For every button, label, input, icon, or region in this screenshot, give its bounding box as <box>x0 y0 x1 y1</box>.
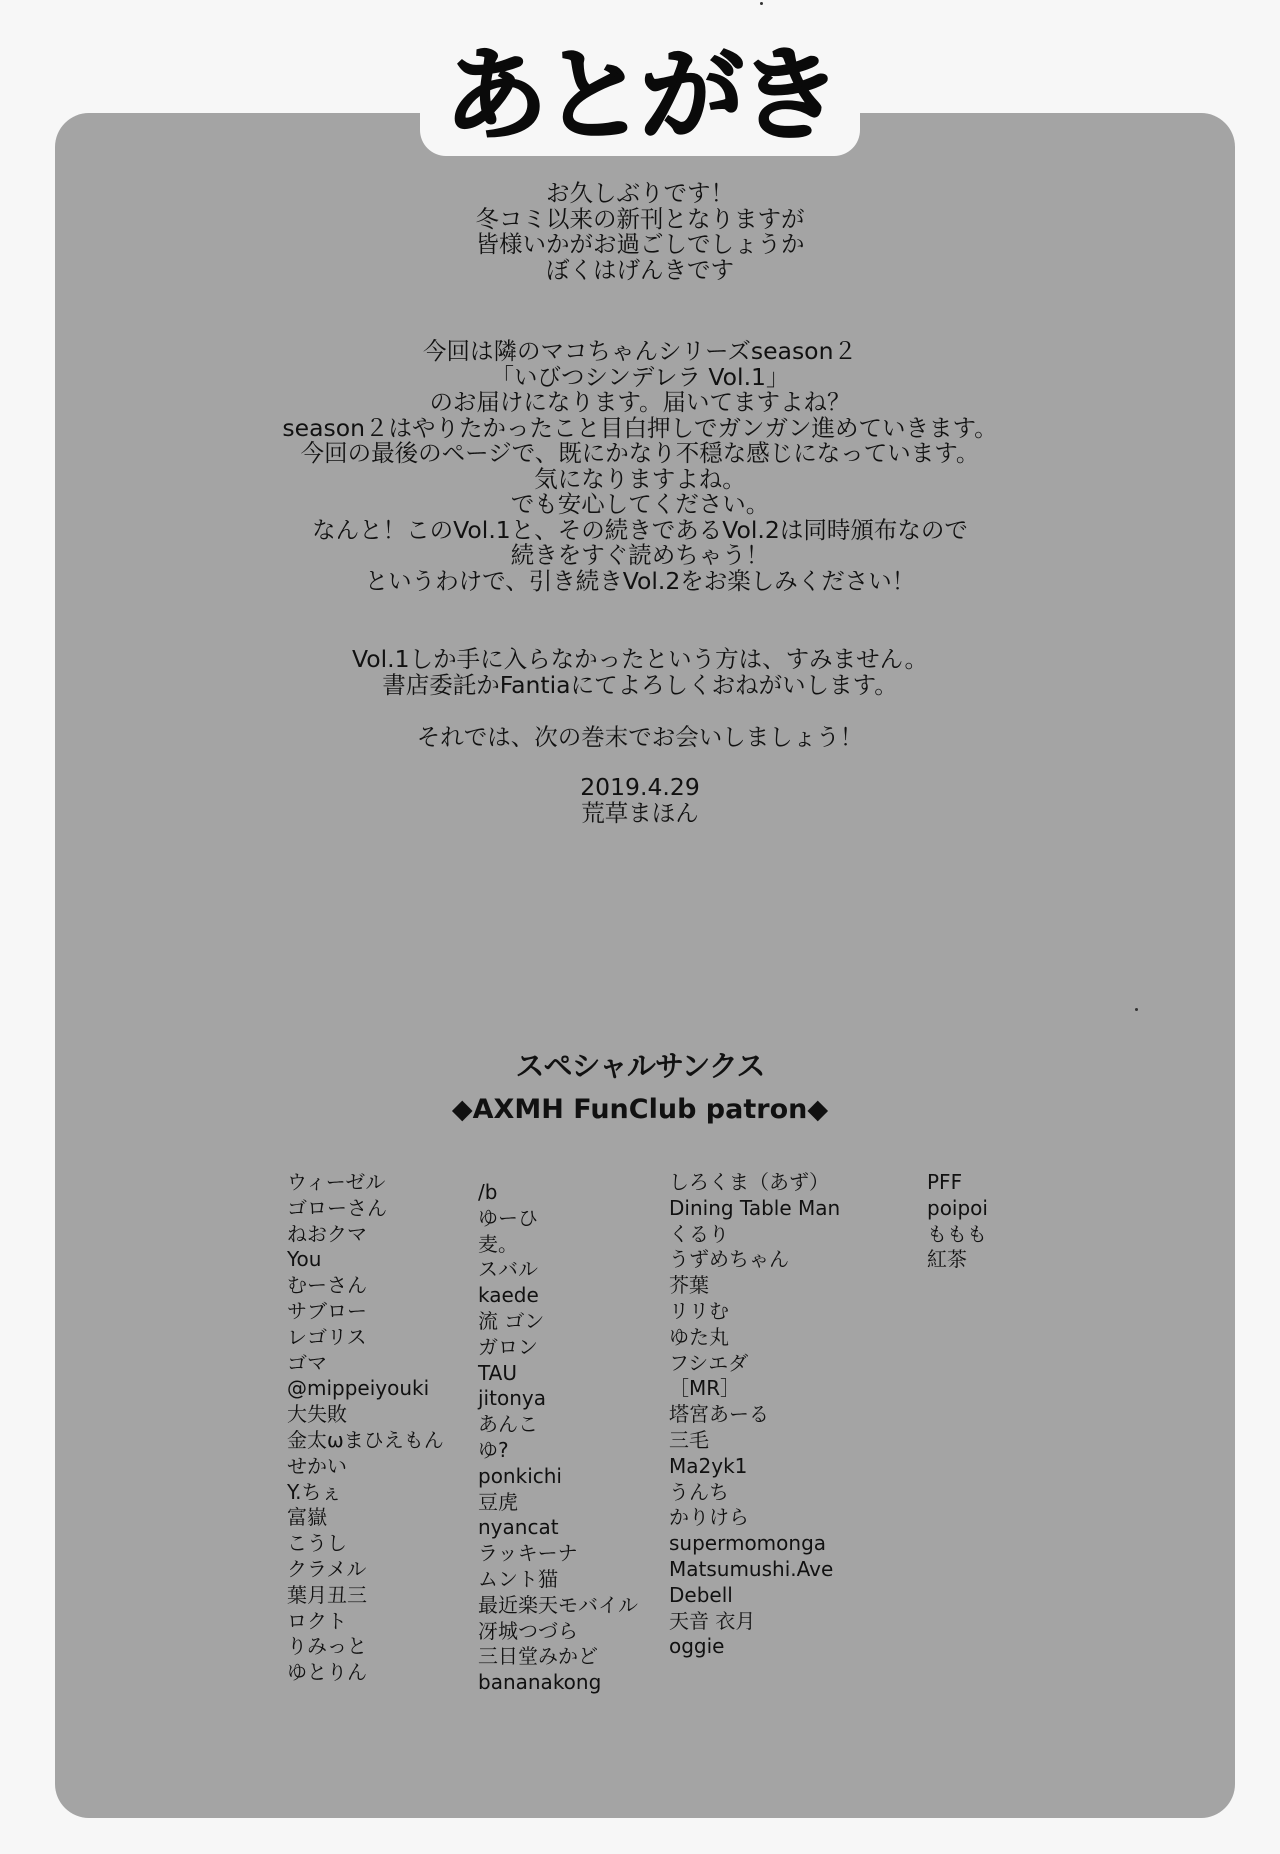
text-line: season２はやりたかったこと目白押しでガンガン進めていきます。 <box>282 413 998 442</box>
patron-name: ロクト <box>287 1608 347 1633</box>
text-line: のお届けになります。届いてますよね？ <box>429 388 851 416</box>
release-paragraph <box>180 339 1100 594</box>
patron-name: 三日堂みかど <box>478 1644 598 1669</box>
patron-name: oggie <box>669 1634 725 1659</box>
patron-name: 最近楽天モバイル <box>478 1592 638 1617</box>
greeting-paragraph <box>180 181 1100 283</box>
patron-name: ゆ? <box>478 1437 509 1462</box>
patron-name: Debell <box>669 1582 733 1607</box>
patron-name: bananakong <box>478 1670 602 1695</box>
patron-name: 流 ゴン <box>478 1308 545 1333</box>
patron-name: あんこ <box>478 1412 538 1437</box>
patron-name: スバル <box>478 1257 538 1282</box>
patron-name: ゴマ <box>287 1350 327 1375</box>
text-line: 続きをすぐ読めちゃう！ <box>510 541 770 569</box>
text-line: 荒草まほん <box>581 798 699 827</box>
patron-name: Matsumushi.Ave <box>669 1556 834 1581</box>
signature-block <box>180 775 1100 826</box>
text-line: 冬コミ以来の新刊となりますが <box>475 204 805 233</box>
patron-column-1 <box>287 1170 444 1686</box>
patron-name: ［MR］ <box>669 1376 741 1401</box>
patron-column-4 <box>927 1170 988 1273</box>
patron-name: nyancat <box>478 1515 559 1540</box>
patron-name: りみっと <box>287 1634 367 1659</box>
patron-name: 葉月丑三 <box>287 1582 367 1607</box>
patron-name: ガロン <box>478 1334 538 1359</box>
patron-name: ゴローさん <box>287 1195 387 1220</box>
patron-name: PFF <box>927 1170 963 1194</box>
patron-name: 芥葉 <box>669 1273 709 1298</box>
text-line: Vol.1しか手に入らなかったという方は、すみません。 <box>352 645 928 673</box>
patron-name: リリむ <box>669 1298 729 1323</box>
patron-name: ムント猫 <box>478 1566 558 1591</box>
scan-speck <box>760 2 763 5</box>
patron-name: 紅茶 <box>927 1247 967 1272</box>
patron-name: 麦。 <box>478 1231 518 1256</box>
patron-name: ウィーゼル <box>287 1170 386 1194</box>
patron-name: supermomonga <box>669 1531 827 1556</box>
patron-name: 塔宮あーる <box>669 1402 769 1427</box>
text-line: 書店委託かFantiaにてよろしくおねがいします。 <box>382 670 898 699</box>
patron-heading: ◆AXMH FunClub patron◆ <box>451 1094 829 1125</box>
patron-name: Dining Table Man <box>669 1195 841 1220</box>
patron-name: レゴリス <box>287 1324 367 1349</box>
patron-name: くるり <box>669 1221 729 1246</box>
patron-name: 豆虎 <box>478 1489 518 1514</box>
patron-name: Y.ちぇ <box>287 1479 342 1504</box>
apology-paragraph <box>180 647 1100 698</box>
text-line: でも安心してください。 <box>510 490 770 518</box>
patron-name: /b <box>478 1180 498 1204</box>
patron-name: むーさん <box>287 1273 367 1298</box>
patron-name: うんち <box>669 1479 729 1504</box>
patron-name: 三毛 <box>669 1427 709 1452</box>
patron-name: こうし <box>287 1531 347 1556</box>
patron-name: ゆた丸 <box>669 1324 729 1349</box>
page-title: あとがき <box>443 35 836 155</box>
title-banner <box>420 34 860 156</box>
patron-name: ゆーひ <box>478 1205 538 1230</box>
patron-name: 天音 衣月 <box>669 1608 756 1633</box>
text-line: 今回は隣のマコちゃんシリーズseason２ <box>423 337 857 365</box>
text-line: なんと！このVol.1と、その続きであるVol.2は同時頒布なので <box>312 515 968 544</box>
text-line: ぼくはげんきです <box>546 255 734 284</box>
text-line: 今回の最後のページで、既にかなり不穏な感じになっています。 <box>300 439 980 467</box>
patron-name: ももも <box>927 1221 987 1246</box>
patron-name: クラメル <box>287 1556 367 1581</box>
text-line: それでは、次の巻末でお会いしましょう！ <box>416 723 864 751</box>
patron-name: しろくま（あず） <box>669 1170 829 1194</box>
patron-name: ponkichi <box>478 1463 562 1488</box>
patron-name: 冴城つづら <box>478 1618 578 1643</box>
patron-name: poipoi <box>927 1195 988 1220</box>
text-line: 皆様いかがお過ごしでしょうか <box>475 230 805 258</box>
patron-name: kaede <box>478 1283 539 1308</box>
special-thanks-heading: スペシャルサンクス <box>515 1049 765 1083</box>
patron-name: jitonya <box>478 1386 546 1411</box>
patron-name: サブロー <box>287 1298 367 1323</box>
text-line: 「いびつシンデレラ Vol.1」 <box>490 362 790 391</box>
patron-name: 富嶽 <box>287 1505 327 1530</box>
patron-name: 大失敗 <box>287 1402 347 1427</box>
patron-name: ゆとりん <box>287 1660 367 1685</box>
patron-name: フシエダ <box>669 1350 749 1375</box>
patron-name: Ma2yk1 <box>669 1453 748 1478</box>
text-line: というわけで、引き続きVol.2をお楽しみください！ <box>364 566 916 595</box>
patron-name: せかい <box>287 1453 347 1478</box>
text-line: お久しぶりです！ <box>546 179 734 207</box>
patron-name: TAU <box>478 1360 517 1385</box>
text-line: 気になりますよね。 <box>534 464 746 493</box>
patron-name: かりけら <box>669 1505 749 1530</box>
text-line: 2019.4.29 <box>580 773 700 801</box>
patron-name: ねおクマ <box>287 1221 367 1246</box>
scan-speck <box>1135 1008 1138 1011</box>
patron-name: 金太ωまひえもん <box>287 1427 444 1452</box>
patron-name: @mippeiyouki <box>287 1376 430 1401</box>
closing-paragraph <box>180 725 1100 751</box>
patron-name: ラッキーナ <box>478 1541 578 1566</box>
patron-name: うずめちゃん <box>669 1247 789 1272</box>
patron-column-2 <box>478 1180 638 1696</box>
patron-name: You <box>287 1247 322 1272</box>
patron-column-3 <box>669 1170 840 1660</box>
